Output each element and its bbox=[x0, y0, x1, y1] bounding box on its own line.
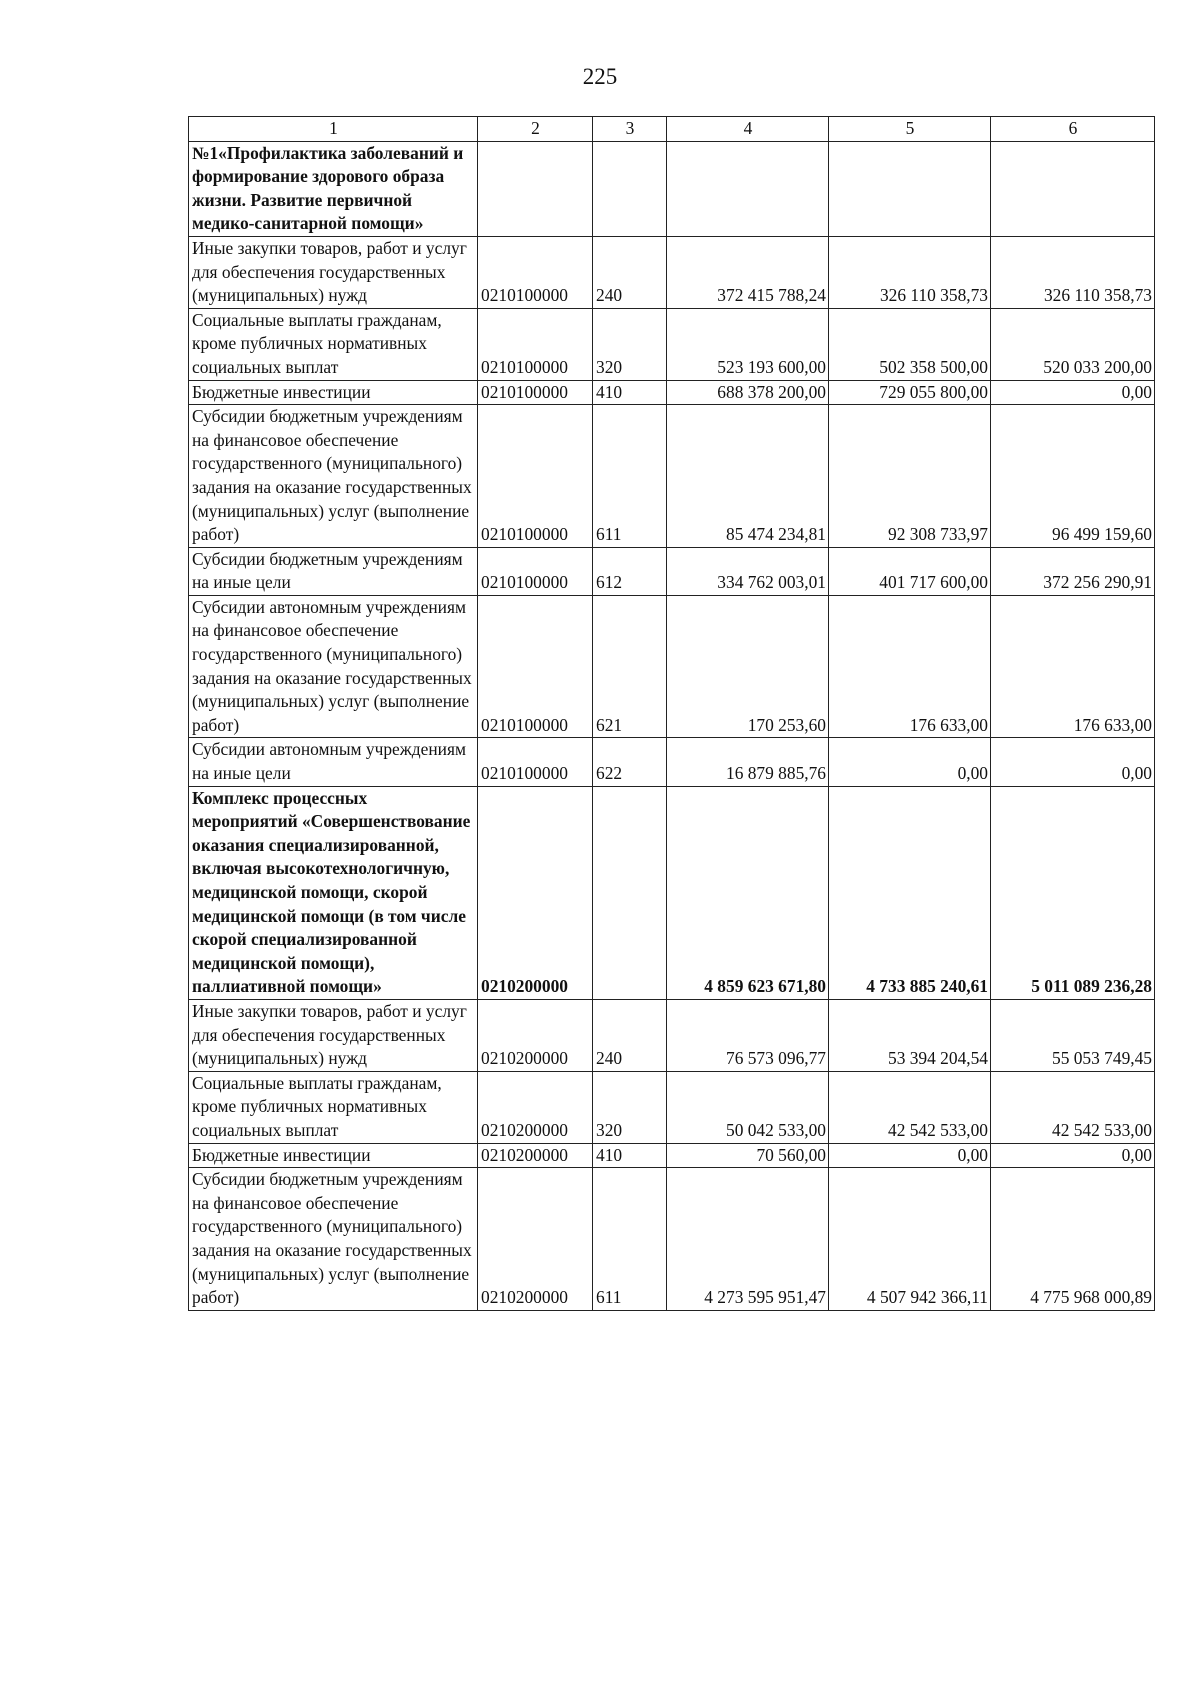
expense-type-cell bbox=[593, 141, 667, 236]
row-name-cell: Бюджетные инвестиции bbox=[189, 1143, 478, 1168]
amount-col4-cell: 688 378 200,00 bbox=[667, 380, 829, 405]
amount-col4-cell: 76 573 096,77 bbox=[667, 999, 829, 1071]
amount-col6-cell: 42 542 533,00 bbox=[991, 1071, 1155, 1143]
target-article-code-cell: 0210100000 bbox=[478, 236, 593, 308]
target-article-code-cell: 0210100000 bbox=[478, 405, 593, 548]
amount-col4-cell: 372 415 788,24 bbox=[667, 236, 829, 308]
table-row bbox=[189, 1071, 1155, 1143]
target-article-code-cell: 0210200000 bbox=[478, 1168, 593, 1311]
row-name-cell: Субсидии бюджетным учреждениям на финансовое обеспечение государственного (муниципального) задания на оказание государственных (муниципальных) услуг (выполнение работ) bbox=[189, 1168, 478, 1311]
expense-type-cell: 320 bbox=[593, 1071, 667, 1143]
amount-col5-cell: 42 542 533,00 bbox=[829, 1071, 991, 1143]
row-name-cell: №1«Профилактика заболеваний и формирование здорового образа жизни. Развитие первичной медико-санитарной помощи» bbox=[189, 141, 478, 236]
amount-col6-cell: 0,00 bbox=[991, 380, 1155, 405]
target-article-code-cell bbox=[478, 141, 593, 236]
amount-col4-cell: 16 879 885,76 bbox=[667, 738, 829, 786]
amount-col5-cell: 729 055 800,00 bbox=[829, 380, 991, 405]
target-article-code-cell: 0210100000 bbox=[478, 595, 593, 738]
table-row bbox=[189, 236, 1155, 308]
table-row bbox=[189, 547, 1155, 595]
expense-type-cell: 621 bbox=[593, 595, 667, 738]
target-article-code-cell: 0210200000 bbox=[478, 1143, 593, 1168]
row-name-cell: Иные закупки товаров, работ и услуг для обеспечения государственных (муниципальных) нужд bbox=[189, 999, 478, 1071]
amount-col5-cell: 4 507 942 366,11 bbox=[829, 1168, 991, 1311]
amount-col6-cell: 176 633,00 bbox=[991, 595, 1155, 738]
table-row bbox=[189, 141, 1155, 236]
row-name-cell: Субсидии бюджетным учреждениям на иные цели bbox=[189, 547, 478, 595]
table-row bbox=[189, 738, 1155, 786]
expense-type-cell: 622 bbox=[593, 738, 667, 786]
amount-col4-cell: 85 474 234,81 bbox=[667, 405, 829, 548]
amount-col6-cell: 326 110 358,73 bbox=[991, 236, 1155, 308]
target-article-code-cell: 0210100000 bbox=[478, 380, 593, 405]
expense-type-cell: 240 bbox=[593, 999, 667, 1071]
column-header: 2 bbox=[478, 117, 593, 142]
expense-type-cell: 612 bbox=[593, 547, 667, 595]
amount-col4-cell: 4 859 623 671,80 bbox=[667, 786, 829, 999]
table-row bbox=[189, 1168, 1155, 1311]
column-header: 1 bbox=[189, 117, 478, 142]
amount-col4-cell: 523 193 600,00 bbox=[667, 308, 829, 380]
amount-col5-cell: 92 308 733,97 bbox=[829, 405, 991, 548]
target-article-code-cell: 0210100000 bbox=[478, 738, 593, 786]
amount-col6-cell: 520 033 200,00 bbox=[991, 308, 1155, 380]
budget-table bbox=[188, 116, 1155, 1311]
amount-col5-cell: 176 633,00 bbox=[829, 595, 991, 738]
amount-col6-cell bbox=[991, 141, 1155, 236]
column-header: 3 bbox=[593, 117, 667, 142]
row-name-cell: Социальные выплаты гражданам, кроме публичных нормативных социальных выплат bbox=[189, 1071, 478, 1143]
table-row bbox=[189, 308, 1155, 380]
target-article-code-cell: 0210200000 bbox=[478, 786, 593, 999]
expense-type-cell: 240 bbox=[593, 236, 667, 308]
table-row bbox=[189, 405, 1155, 548]
target-article-code-cell: 0210100000 bbox=[478, 308, 593, 380]
table-body bbox=[189, 141, 1155, 1310]
amount-col5-cell: 0,00 bbox=[829, 738, 991, 786]
amount-col4-cell: 4 273 595 951,47 bbox=[667, 1168, 829, 1311]
amount-col6-cell: 5 011 089 236,28 bbox=[991, 786, 1155, 999]
column-header: 4 bbox=[667, 117, 829, 142]
column-header: 6 bbox=[991, 117, 1155, 142]
table-row bbox=[189, 999, 1155, 1071]
amount-col6-cell: 372 256 290,91 bbox=[991, 547, 1155, 595]
amount-col6-cell: 4 775 968 000,89 bbox=[991, 1168, 1155, 1311]
row-name-cell: Иные закупки товаров, работ и услуг для обеспечения государственных (муниципальных) нужд bbox=[189, 236, 478, 308]
table-header-row bbox=[189, 117, 1155, 142]
amount-col5-cell: 502 358 500,00 bbox=[829, 308, 991, 380]
expense-type-cell: 611 bbox=[593, 405, 667, 548]
amount-col5-cell: 4 733 885 240,61 bbox=[829, 786, 991, 999]
amount-col6-cell: 96 499 159,60 bbox=[991, 405, 1155, 548]
amount-col5-cell: 326 110 358,73 bbox=[829, 236, 991, 308]
amount-col5-cell: 53 394 204,54 bbox=[829, 999, 991, 1071]
target-article-code-cell: 0210200000 bbox=[478, 1071, 593, 1143]
amount-col4-cell: 170 253,60 bbox=[667, 595, 829, 738]
table-row bbox=[189, 1143, 1155, 1168]
column-header: 5 bbox=[829, 117, 991, 142]
amount-col5-cell: 0,00 bbox=[829, 1143, 991, 1168]
table-row bbox=[189, 786, 1155, 999]
amount-col5-cell: 401 717 600,00 bbox=[829, 547, 991, 595]
table-row bbox=[189, 595, 1155, 738]
row-name-cell: Комплекс процессных мероприятий «Совершенствование оказания специализированной, включая высокотехнологичную, медицинской помощи, скорой медицинской помощи (в том числе скорой специализированной медицинской помощи), паллиативной помощи» bbox=[189, 786, 478, 999]
expense-type-cell: 410 bbox=[593, 380, 667, 405]
expense-type-cell bbox=[593, 786, 667, 999]
row-name-cell: Субсидии автономным учреждениям на финансовое обеспечение государственного (муниципального) задания на оказание государственных (муниципальных) услуг (выполнение работ) bbox=[189, 595, 478, 738]
amount-col4-cell: 334 762 003,01 bbox=[667, 547, 829, 595]
row-name-cell: Бюджетные инвестиции bbox=[189, 380, 478, 405]
amount-col6-cell: 0,00 bbox=[991, 738, 1155, 786]
expense-type-cell: 611 bbox=[593, 1168, 667, 1311]
expense-type-cell: 410 bbox=[593, 1143, 667, 1168]
amount-col6-cell: 55 053 749,45 bbox=[991, 999, 1155, 1071]
target-article-code-cell: 0210100000 bbox=[478, 547, 593, 595]
target-article-code-cell: 0210200000 bbox=[478, 999, 593, 1071]
row-name-cell: Субсидии автономным учреждениям на иные цели bbox=[189, 738, 478, 786]
table-row bbox=[189, 380, 1155, 405]
row-name-cell: Субсидии бюджетным учреждениям на финансовое обеспечение государственного (муниципального) задания на оказание государственных (муниципальных) услуг (выполнение работ) bbox=[189, 405, 478, 548]
row-name-cell: Социальные выплаты гражданам, кроме публичных нормативных социальных выплат bbox=[189, 308, 478, 380]
amount-col4-cell bbox=[667, 141, 829, 236]
page-number: 225 bbox=[582, 64, 618, 89]
amount-col4-cell: 70 560,00 bbox=[667, 1143, 829, 1168]
amount-col5-cell bbox=[829, 141, 991, 236]
expense-type-cell: 320 bbox=[593, 308, 667, 380]
amount-col6-cell: 0,00 bbox=[991, 1143, 1155, 1168]
amount-col4-cell: 50 042 533,00 bbox=[667, 1071, 829, 1143]
